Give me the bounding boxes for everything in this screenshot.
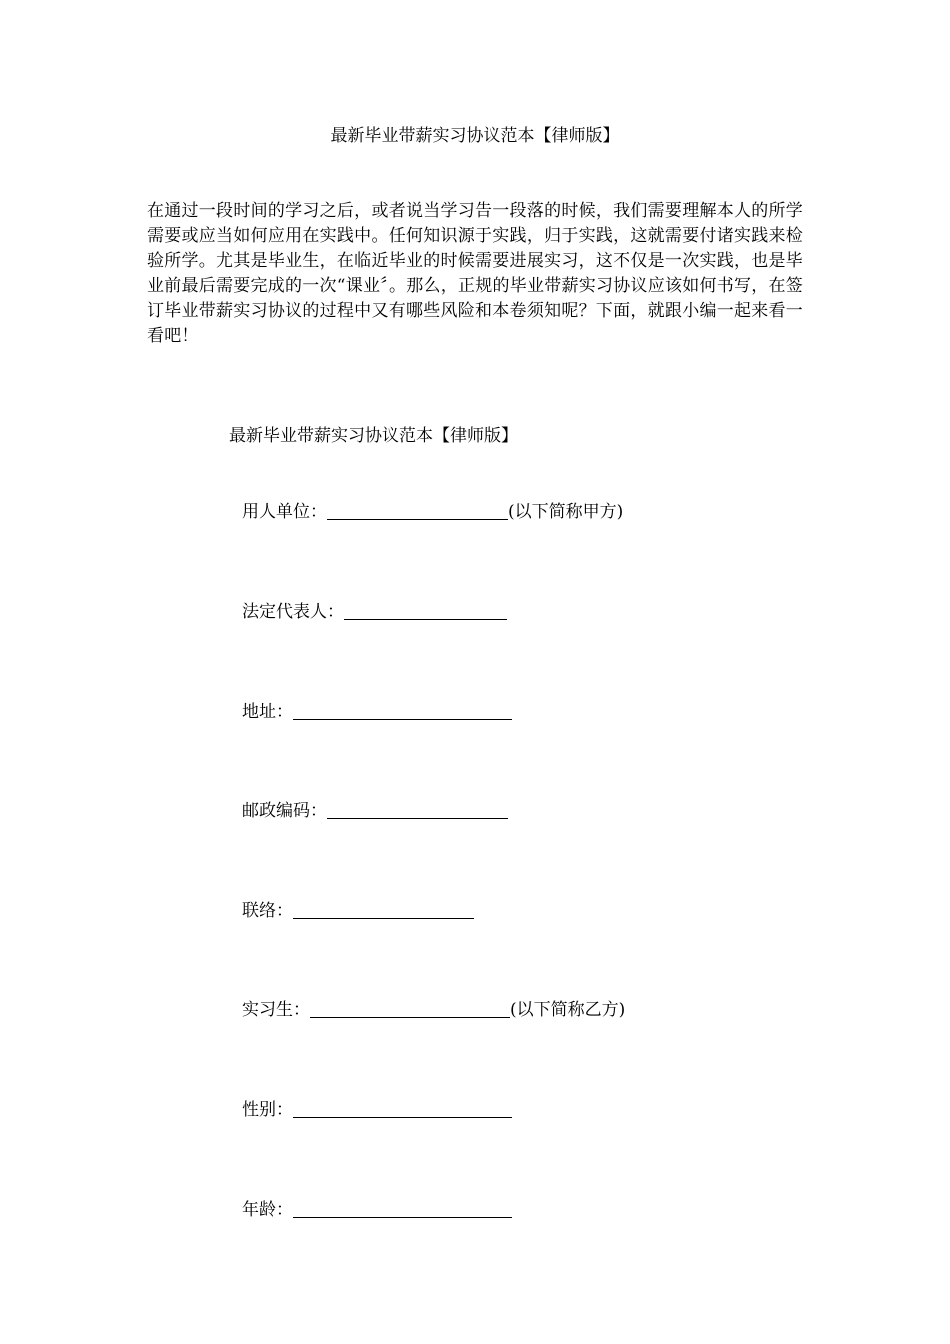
field-employer — [242, 498, 623, 524]
blank-line — [293, 900, 474, 919]
field-contact — [242, 897, 474, 923]
document-title: 最新毕业带薪实习协议范本【律师版】 — [330, 126, 620, 146]
field-label: 用人单位： — [242, 502, 327, 522]
field-intern — [242, 996, 625, 1022]
field-label: 邮政编码： — [242, 801, 327, 821]
blank-line — [344, 601, 507, 620]
field-postal-code — [242, 797, 508, 823]
blank-line — [293, 1199, 512, 1218]
field-suffix: (以下简称乙方) — [510, 1000, 626, 1020]
blank-line — [327, 800, 508, 819]
section-title: 最新毕业带薪实习协议范本【律师版】 — [229, 426, 518, 446]
intro-paragraph: 在通过一段时间的学习之后，或者说当学习告一段落的时候，我们需要理解本人的所学需要或应当如何应用在实践中。任何知识源于实践，归于实践，这就需要付诸实践来检验所学。尤其是毕业生，在临近毕业的时候需要进展实习，这不仅是一次实践，也是毕业前最后需要完成的一次“课业〞。那么，正规的毕业带薪实习协议应该如何书写，在签订毕业带薪实习协议的过程中又有哪些风险和本卷须知呢？下面，就跟小编一起来看一看吧！ — [147, 201, 803, 346]
field-label: 性别： — [242, 1100, 293, 1120]
field-label: 年龄： — [242, 1200, 293, 1220]
field-suffix: (以下简称甲方) — [508, 502, 624, 522]
blank-line — [293, 1099, 512, 1118]
field-address — [242, 698, 512, 724]
field-gender — [242, 1096, 512, 1122]
blank-line — [293, 701, 512, 720]
field-legal-representative — [242, 598, 507, 624]
field-label: 联络： — [242, 901, 293, 921]
blank-line — [310, 999, 510, 1018]
field-label: 法定代表人： — [242, 602, 344, 622]
field-label: 地址： — [242, 702, 293, 722]
blank-line — [327, 501, 508, 520]
field-age — [242, 1196, 512, 1222]
field-label: 实习生： — [242, 1000, 310, 1020]
